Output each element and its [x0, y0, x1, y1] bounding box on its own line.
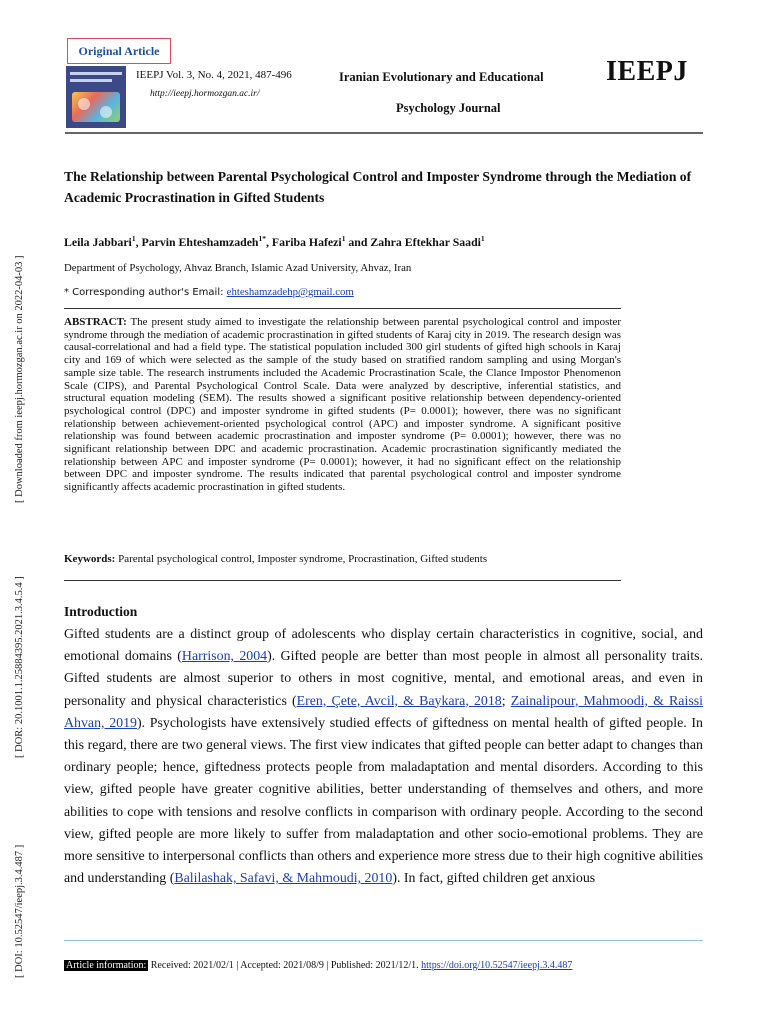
author-separator: , [135, 234, 142, 249]
author-affiliation-mark: 1 [480, 234, 485, 243]
author-name: Parvin Ehteshamzadeh [141, 234, 259, 249]
doi-link[interactable]: https://doi.org/10.52547/ieepj.3.4.487 [421, 960, 573, 971]
citation-link[interactable]: Harrison, 2004 [181, 649, 268, 665]
abstract-text: The present study aimed to investigate the relationship between parental psychological control and imposter syndrome through the mediation of academic procrastination in gifted students of Karaj city in 2019. The research design was causal-correlational and had a field type. The statistical population included 300 girl students of gifted high schools in Karaj city and 169 of which were selected as the sample of the study based on stratified random sampling and using Morgan's sample size table. The research instruments included the Academic Procrastination Scale, the Clance Impostor Phenomenon Scale (CIPS), and Parental Psychological Control Scale. Data were analyzed by descriptive, inferential statistics, and structural equation modeling (SEM). The results showed a significant positive relationship between dependency-oriented psychological control (DPC) and imposter syndrome in gifted students (P= 0.0001); however, there was no significant relationship between achievement-oriented psychological control (APC) and imposter syndrome. A significant positive relationship was found between academic procrastination and imposter syndrome (P= 0.0001); however, there was no significant relationship between DPC and academic procrastination. Academic procrastination significantly mediated the relationship between APC and imposter syndrome (P= 0.0001); however, it had no significant effect on the relationship between DPC and imposter syndrome. The results indicated that parental psychological control and imposter syndrome significantly affects academic procrastination in gifted students. [64, 316, 621, 494]
volume-line: IEEPJ Vol. 3, No. 4, 2021, 487-496 [136, 69, 292, 81]
affiliation: Department of Psychology, Ahvaz Branch, Islamic Azad University, Ahvaz, Iran [64, 262, 412, 274]
paragraph-text: ). Psychologists have extensively studied effects of giftedness on mental health of gifted people. In this regard, there are two general views. The first view indicates that gifted people can better adapt to changes than ordinary people; hence, giftedness protects people from maladaptation and mental disorders. According to this view, gifted people have greater cognitive abilities, better understanding of themselves and others, and more abilities to cope with tensions and resolve conflicts in comparison with ordinary people. According to the second view, gifted people are more likely to suffer from maladaptation and other socio-emotional problems. They are more sensitive to interpersonal conflicts than others and experience more stress due to their high cognitive abilities and understanding ( [64, 715, 704, 887]
downloaded-stamp: [ Downloaded from ieepj.hormozgan.ac.ir on 2022-04-03 ] [14, 255, 25, 503]
author-affiliation-mark: 1 [131, 234, 136, 243]
article-type-badge: Original Article [67, 38, 171, 64]
author-list [64, 234, 485, 250]
paragraph-text: Gifted students are a distinct group of adolescents who display certain characteristics in cognitive, social, and emotional domains ( [64, 627, 703, 665]
author-name: Leila Jabbari [64, 234, 132, 249]
article-info-label: Article information: [66, 960, 147, 971]
doi-stamp: [ DOI: 10.52547/ieepj.3.4.487 ] [14, 844, 25, 978]
abstract [64, 316, 621, 494]
author-name: Fariba Hafezi [271, 234, 342, 249]
paragraph-text: ; [501, 693, 511, 709]
citation-link[interactable]: Eren, Çete, Avcil, & Baykara, 2018 [296, 693, 502, 709]
keywords-label: Keywords: [64, 553, 116, 565]
introduction-paragraph [64, 624, 703, 890]
paper-title: The Relationship between Parental Psychological Control and Imposter Syndrome through the Mediation of Academic Procrastination in Gifted Students [64, 169, 692, 205]
author-name: Zahra Eftekhar Saadi [370, 234, 481, 249]
keywords [64, 553, 487, 565]
journal-url-link[interactable]: http://ieepj.hormozgan.ac.ir/ [150, 89, 260, 99]
header-divider [65, 132, 703, 134]
dor-stamp: [ DOR: 20.1001.1.25884395.2021.3.4.5.4 ] [14, 576, 25, 758]
abstract-bottom-divider [64, 580, 621, 581]
paragraph-text: ). In fact, gifted children get anxious [392, 871, 596, 887]
footer-divider [64, 940, 703, 941]
abstract-label: ABSTRACT: [64, 316, 127, 328]
journal-name-line2: Psychology Journal [396, 101, 501, 115]
journal-cover-image [66, 66, 126, 128]
journal-name-line1: Iranian Evolutionary and Educational [339, 70, 544, 84]
keywords-text: Parental psychological control, Imposter syndrome, Procrastination, Gifted students [115, 553, 488, 565]
author-separator: and [345, 234, 371, 249]
author-separator: , [266, 234, 272, 249]
section-heading-introduction: Introduction [64, 604, 138, 619]
citation-link[interactable]: Zainalipour, Mahmoodi, & Raissi Ahvan, 2019 [64, 693, 703, 731]
author-affiliation-mark: 1* [258, 234, 266, 243]
corresponding-label: * Corresponding author's Email: [64, 287, 227, 298]
paragraph-text: ). Gifted people are better than most people in almost all personality traits. Gifted students are almost superior to others in most cognitive, mental, and emotional areas, and even in personality and physical characteristics ( [64, 649, 703, 709]
journal-abbreviation: IEEPJ [606, 56, 688, 87]
abstract-top-divider [64, 308, 621, 309]
corresponding-author [64, 286, 354, 298]
author-affiliation-mark: 1 [341, 234, 346, 243]
corresponding-email-link[interactable]: ehteshamzadehp@gmail.com [226, 286, 354, 298]
article-dates: Received: 2021/02/1 | Accepted: 2021/08/9 | Published: 2021/12/1. [148, 960, 422, 971]
citation-link[interactable]: Balilashak, Safavi, & Mahmoudi, 2010 [174, 871, 393, 887]
article-information [64, 960, 572, 971]
